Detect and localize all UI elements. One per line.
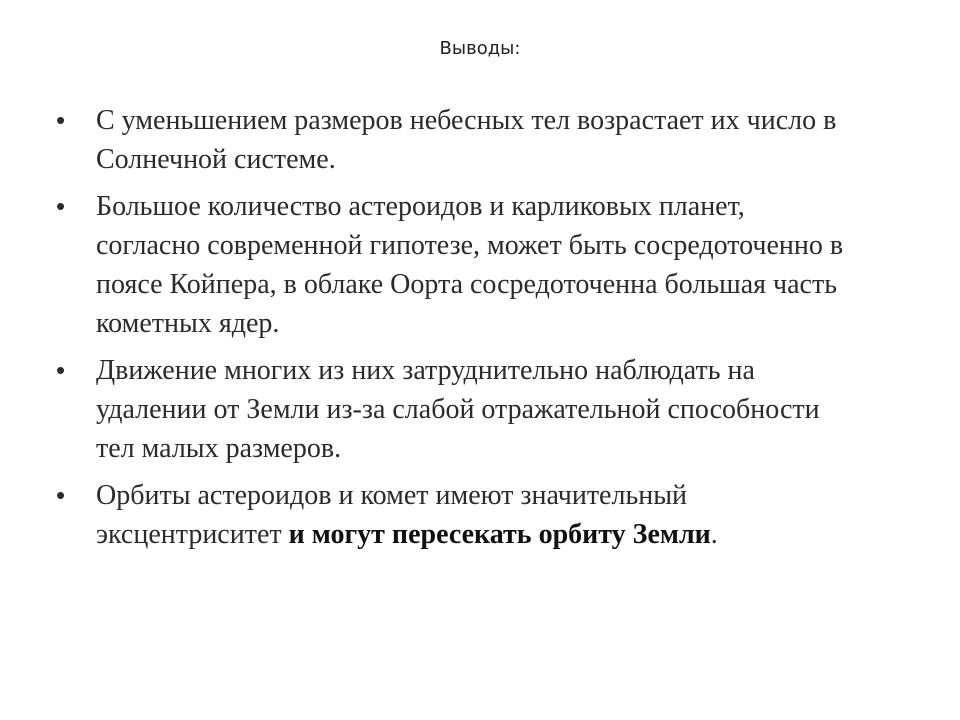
bullet-item xyxy=(56,476,856,554)
bullet-list xyxy=(56,101,856,562)
bullet-marker: • xyxy=(56,355,66,385)
bullet-item xyxy=(56,351,856,468)
bullet-text-normal: Орбиты астероидов и комет имеют значительный эксцентриситет xyxy=(96,480,688,550)
bullet-text: С уменьшением размеров небесных тел возрастает их число в Солнечной системе. xyxy=(96,105,837,175)
bullet-text-bold: и могут пересекать орбиту Земли xyxy=(288,519,711,550)
bullet-text: Движение многих из них затруднительно наблюдать на удалении от Земли из-за слабой отражательной способности тел малых размеров. xyxy=(96,355,820,464)
slide-title: Выводы: xyxy=(439,38,521,59)
bullet-item xyxy=(56,187,856,343)
bullet-marker: • xyxy=(56,191,66,221)
bullet-marker: • xyxy=(56,105,66,135)
bullet-text-end: . xyxy=(710,519,718,550)
bullet-item xyxy=(56,101,856,179)
bullet-text: Большое количество астероидов и карликовых планет, согласно современной гипотезе, может быть сосредоточенно в поясе Койпера, в облаке Оорта сосредоточенна большая часть кометных ядер. xyxy=(96,191,844,339)
bullet-marker: • xyxy=(56,480,66,510)
